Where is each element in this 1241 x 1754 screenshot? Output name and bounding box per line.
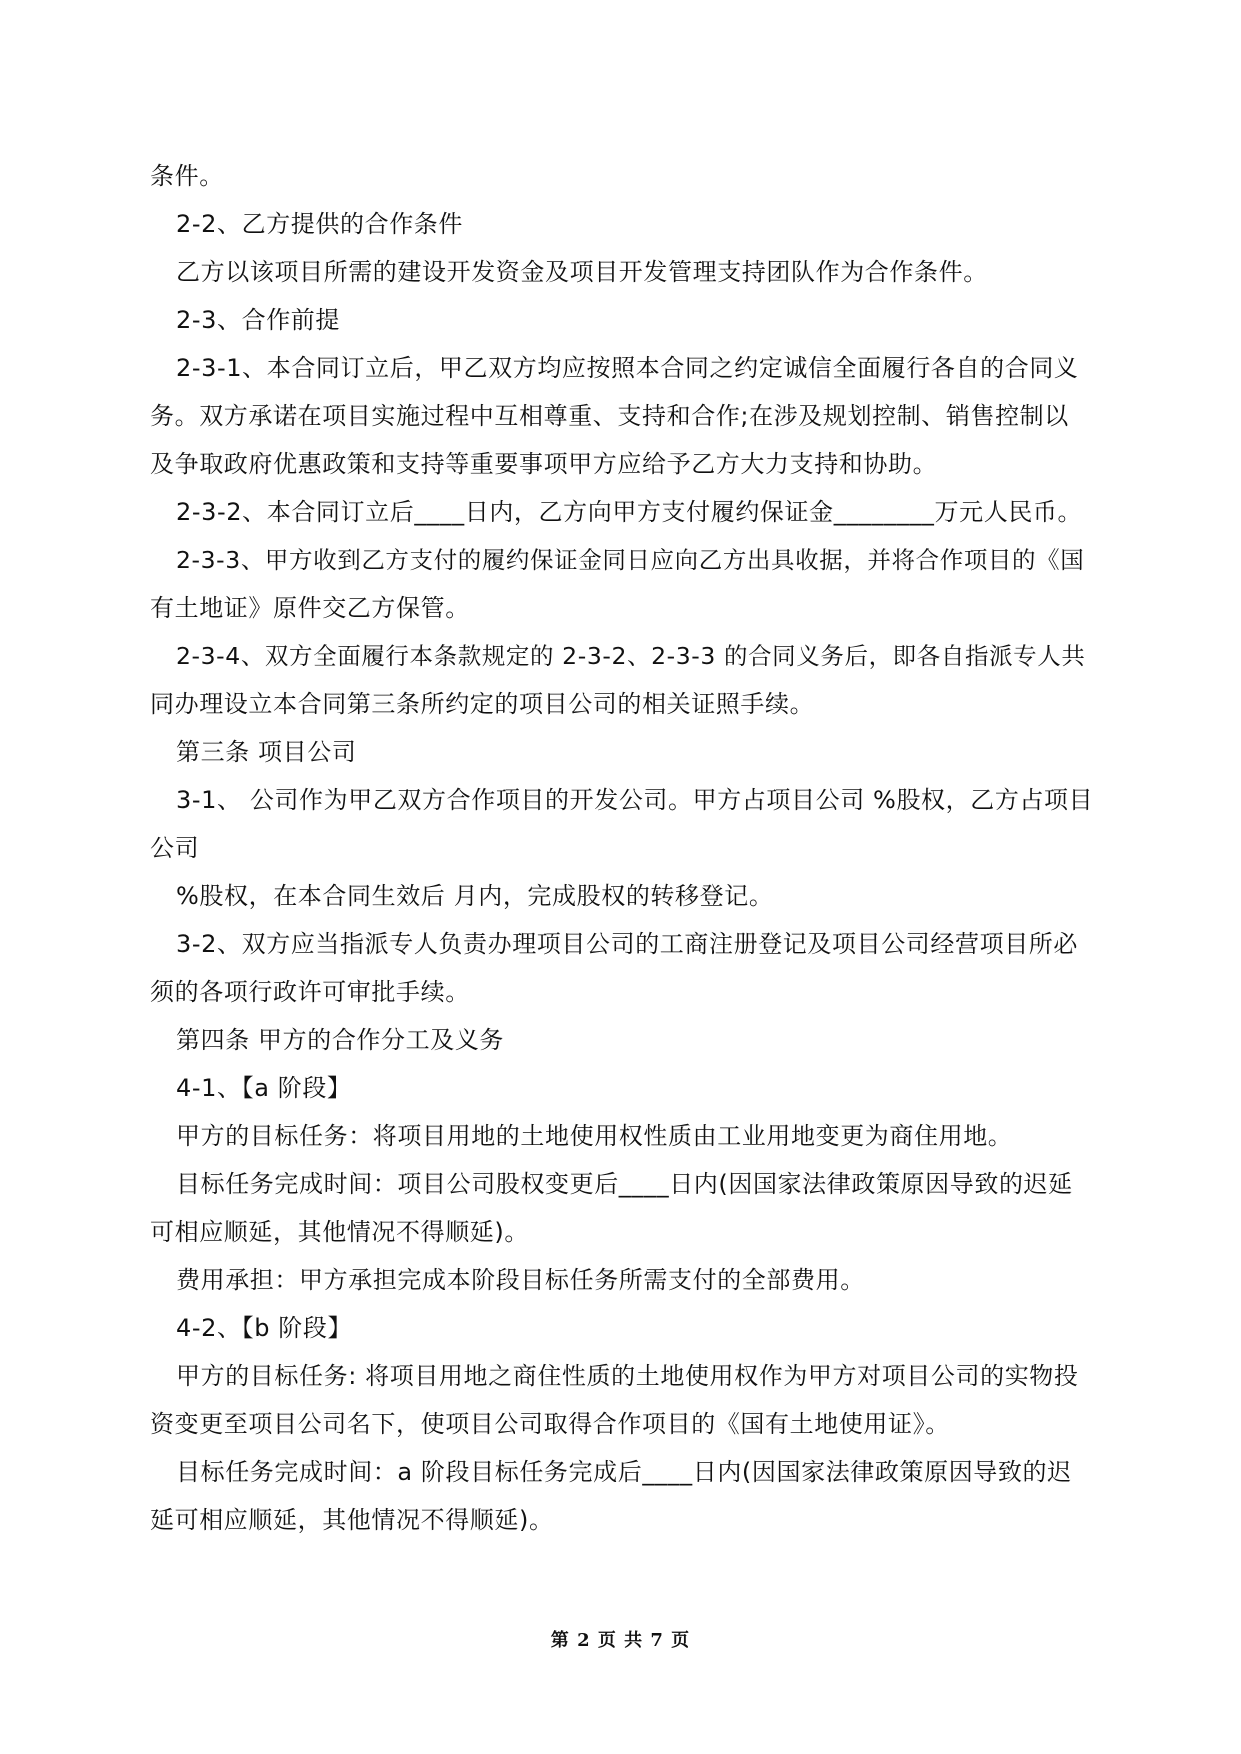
paragraph-line: 条件。: [150, 162, 224, 190]
paragraph-line: 乙方以该项目所需的建设开发资金及项目开发管理支持团队作为合作条件。: [176, 258, 988, 286]
paragraph-line: 公司: [150, 834, 200, 862]
article-heading: 第三条 项目公司: [176, 738, 357, 766]
paragraph-line: 甲方的目标任务: 将项目用地之商住性质的土地使用权作为甲方对项目公司的实物投: [176, 1362, 1079, 1390]
section-heading: 2-2、乙方提供的合作条件: [176, 210, 463, 238]
paragraph-line: 甲方的目标任务：将项目用地的土地使用权性质由工业用地变更为商住用地。: [176, 1122, 1013, 1150]
paragraph-line: 费用承担：甲方承担完成本阶段目标任务所需支付的全部费用。: [176, 1266, 865, 1294]
paragraph-line: 可相应顺延，其他情况不得顺延)。: [150, 1218, 529, 1246]
paragraph-line: 有土地证》原件交乙方保管。: [150, 594, 470, 622]
section-heading: 4-2、【b 阶段】: [176, 1314, 353, 1342]
paragraph-line: 目标任务完成时间：a 阶段目标任务完成后____日内(因国家法律政策原因导致的迟: [176, 1458, 1072, 1486]
paragraph-line: 2-3-4、双方全面履行本条款规定的 2-3-2、2-3-3 的合同义务后，即各自指派专人共: [176, 642, 1086, 670]
paragraph-line: 务。双方承诺在项目实施过程中互相尊重、支持和合作;在涉及规划控制、销售控制以: [150, 402, 1069, 430]
paragraph-line: 3-2、双方应当指派专人负责办理项目公司的工商注册登记及项目公司经营项目所必: [176, 930, 1078, 958]
paragraph-line: 及争取政府优惠政策和支持等重要事项甲方应给予乙方大力支持和协助。: [150, 450, 938, 478]
paragraph-line: 3-1、 公司作为甲乙双方合作项目的开发公司。甲方占项目公司 %股权，乙方占项目: [176, 786, 1094, 814]
paragraph-line: 2-3-3、甲方收到乙方支付的履约保证金同日应向乙方出具收据，并将合作项目的《国: [176, 546, 1085, 574]
paragraph-line: 资变更至项目公司名下，使项目公司取得合作项目的《国有土地使用证》。: [150, 1410, 950, 1438]
paragraph-line: 目标任务完成时间：项目公司股权变更后____日内(因国家法律政策原因导致的迟延: [176, 1170, 1073, 1198]
page-number-footer: 第 2 页 共 7 页: [550, 1630, 691, 1651]
paragraph-line: 2-3-2、本合同订立后____日内，乙方向甲方支付履约保证金________万元人民币。: [176, 498, 1083, 526]
paragraph-line: 同办理设立本合同第三条所约定的项目公司的相关证照手续。: [150, 690, 815, 718]
paragraph-line: 延可相应顺延，其他情况不得顺延)。: [150, 1506, 554, 1534]
paragraph-line: 须的各项行政许可审批手续。: [150, 978, 470, 1006]
section-heading: 4-1、【a 阶段】: [176, 1074, 352, 1102]
paragraph-line: %股权，在本合同生效后 月内，完成股权的转移登记。: [176, 882, 774, 910]
section-heading: 2-3、合作前提: [176, 306, 340, 334]
paragraph-line: 2-3-1、本合同订立后，甲乙双方均应按照本合同之约定诚信全面履行各自的合同义: [176, 354, 1079, 382]
article-heading: 第四条 甲方的合作分工及义务: [176, 1026, 505, 1054]
